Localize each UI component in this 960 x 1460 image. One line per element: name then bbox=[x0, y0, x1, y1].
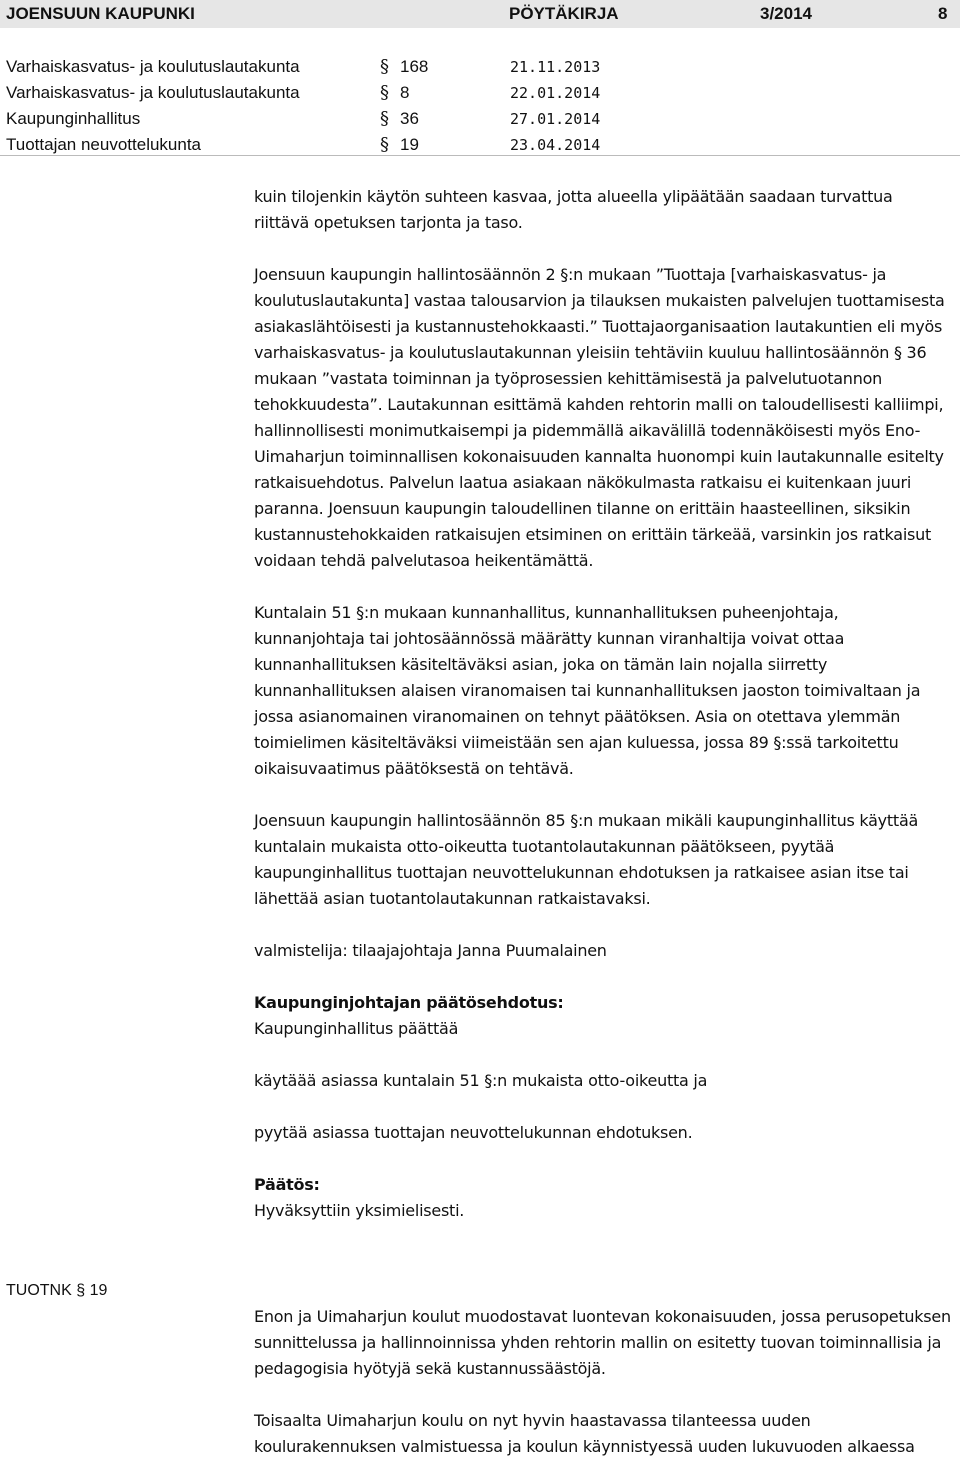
document-header bbox=[0, 0, 960, 28]
meeting-body: Tuottajan neuvottelukunta bbox=[6, 135, 202, 154]
paragraph-otto-oikeus: Joensuun kaupungin hallintosäännön 85 §:n mukaan mikäli kaupunginhallitus käyttää kuntalain mukaista otto-oikeutta tuotantolautakunnan päätökseen, pyytää kaupunginhallitus tuottajan neuvottelukunnan ehdotuksen ja ratkaisee asian itse tai lähettää asian tuotantolautakunnan ratkaistavaksi. bbox=[254, 811, 919, 908]
meeting-body: Varhaiskasvatus- ja koulutuslautakunta bbox=[6, 57, 300, 76]
section-sign: § bbox=[380, 134, 389, 155]
section-number: 168 bbox=[400, 57, 429, 76]
meeting-row bbox=[6, 54, 954, 80]
tuotnk-section-body bbox=[254, 1304, 952, 1460]
decision-text: Hyväksyttiin yksimielisesti. bbox=[254, 1201, 465, 1220]
section-number: 19 bbox=[400, 135, 419, 154]
section-number: 8 bbox=[400, 83, 410, 102]
section-sign: § bbox=[380, 108, 389, 129]
meeting-date: 21.11.2013 bbox=[510, 58, 601, 76]
meeting-row bbox=[6, 80, 954, 106]
meeting-body: Varhaiskasvatus- ja koulutuslautakunta bbox=[6, 83, 300, 102]
proposal-item: käytäää asiassa kuntalain 51 §:n mukaista otto-oikeutta ja bbox=[254, 1071, 708, 1090]
meeting-date: 27.01.2014 bbox=[510, 110, 601, 128]
document-number: 3/2014 bbox=[760, 4, 812, 23]
decision-heading: Päätös: bbox=[254, 1175, 320, 1194]
proposal-heading: Kaupunginjohtajan päätösehdotus: bbox=[254, 993, 564, 1012]
paragraph-uimaharju: Toisaalta Uimaharjun koulu on nyt hyvin haastavassa tilanteessa uuden koulurakennuksen valmistuessa ja koulun käynnistyessä uuden lukuvuoden alkaessa bbox=[254, 1411, 915, 1456]
preparer-line: valmistelija: tilaajajohtaja Janna Puumalainen bbox=[254, 941, 607, 960]
section-sign: § bbox=[380, 56, 389, 77]
proposal-item: pyytää asiassa tuottajan neuvottelukunnan ehdotuksen. bbox=[254, 1123, 693, 1142]
paragraph-hallintosaanto: Joensuun kaupungin hallintosäännön 2 §:n mukaan ”Tuottaja [varhaiskasvatus- ja koulutuslautakunta] vastaa talousarvion ja tilauksen mukaisten palvelujen tuottamisesta asiakaslähtöisesti ja kustannustehokkaasti.” Tuottajaorganisaation lautakuntien eli myös varhaiskasvatus- ja koulutuslautakunnan yleisiin tehtäviin kuuluu hallintosäännön § 36 mukaan ”vastata toiminnan ja työprosessien kehittämisestä ja palvelutuotannon tehokkuudesta”. Lautakunnan esittämä kahden rehtorin malli on taloudellisesti kalliimpi, hallinnollisesti monimutkaisempi ja pidemmällä aikavälillä todennäköisesti myös Eno-Uimaharjun toiminnallisen kokonaisuuden kannalta huonompi kuin lautakunnalle esitelty ratkaisuehdotus. Palvelun laatua asiakaan näkökulmasta ratkaisu ei kuitenkaan juuri paranna. Joensuun kaupungin taloudellinen tilanne on erittäin haasteellinen, siksikin kustannustehokkaiden ratkaisujen etsiminen on erittäin tärkeää, varsinkin jos ratkaisut voidaan tehdä palvelutasoa heikentämättä. bbox=[254, 265, 945, 570]
meeting-body: Kaupunginhallitus bbox=[6, 109, 141, 128]
proposal-intro: Kaupunginhallitus päättää bbox=[254, 1019, 459, 1038]
meeting-date: 22.01.2014 bbox=[510, 84, 601, 102]
meeting-row bbox=[6, 106, 954, 132]
paragraph-koulut: Enon ja Uimaharjun koulut muodostavat luontevan kokonaisuuden, jossa perusopetuksen sunnittelussa ja hallinnoinnissa yhden rehtorin mallin on esitetty tuovan toiminnallisia ja pedagogisia hyötyjä sekä kustannussäästöjä. bbox=[254, 1307, 951, 1378]
paragraph-continuation: kuin tilojenkin käytön suhteen kasvaa, jotta alueella ylipäätään saadaan turvattua riittävä opetuksen tarjonta ja taso. bbox=[254, 187, 893, 232]
meeting-reference-table bbox=[6, 54, 954, 158]
city-name: JOENSUUN KAUPUNKI bbox=[6, 4, 195, 23]
paragraph-kuntalaki: Kuntalain 51 §:n mukaan kunnanhallitus, kunnanhallituksen puheenjohtaja, kunnanjohtaja tai johtosäännössä määrätty kunnan viranhaltija voivat ottaa kunnanhallituksen käsiteltäväksi asian, joka on tämän lain nojalla siirretty kunnanhallituksen alaisen viranomaisen tai kunnanhallituksen jaoston toimivaltaan ja jossa asianomainen viranomainen on tehnyt päätöksen. Asia on otettava ylemmän toimielimen käsiteltäväksi viimeistään sen ajan kuluessa, jossa 89 §:ssä tarkoitettu oikaisuvaatimus päätöksestä on tehtävä. bbox=[254, 603, 921, 778]
meeting-date: 23.04.2014 bbox=[510, 136, 601, 154]
document-type: PÖYTÄKIRJA bbox=[509, 4, 619, 23]
minutes-body bbox=[254, 184, 952, 1224]
page-number: 8 bbox=[938, 4, 948, 23]
header-divider bbox=[0, 155, 960, 156]
section-sign: § bbox=[380, 82, 389, 103]
section-number: 36 bbox=[400, 109, 419, 128]
section-label: TUOTNK § 19 bbox=[6, 1282, 108, 1299]
